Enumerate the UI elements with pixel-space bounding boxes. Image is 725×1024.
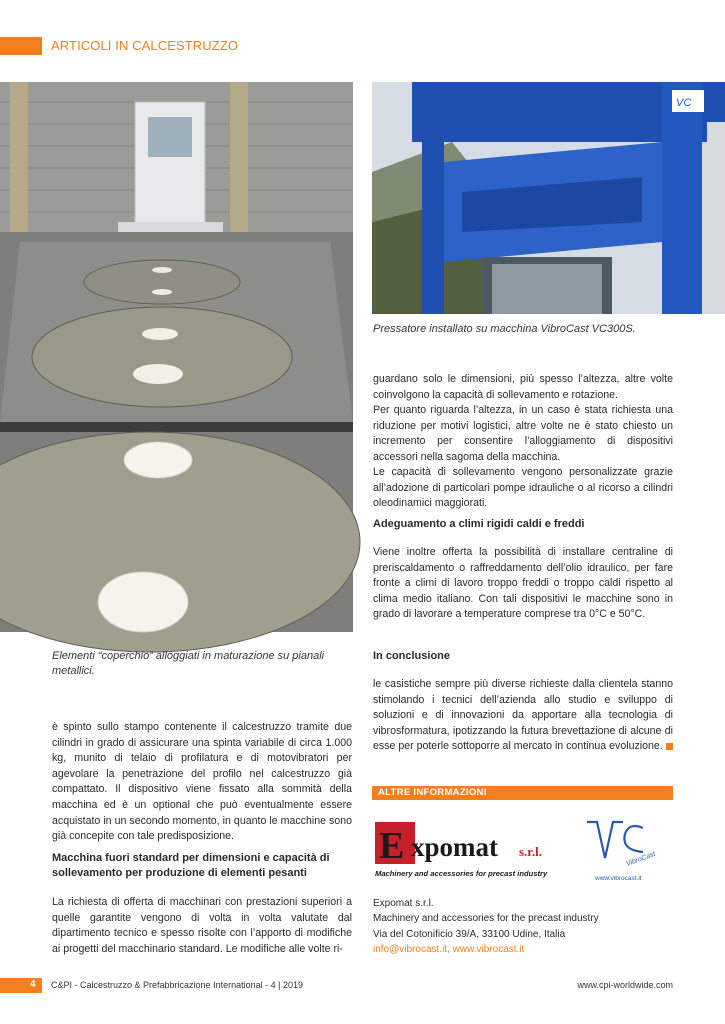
contact-block	[373, 896, 599, 958]
vibrocast-logo-brand: VibroCast	[625, 850, 657, 868]
right-paragraph-3: Le capacità di sollevamento vengono personalizzate grazie all’adozione di particolari pompe idrauliche o al ricorso a cilindri oleodinamici maggiorati.	[373, 466, 673, 510]
expomat-logo-graphic	[373, 818, 573, 884]
page-number: 4	[30, 979, 36, 990]
contact-description: Machinery and accessories for the precast industry	[373, 913, 599, 925]
right-paragraph-5: le casistiche sempre più diverse richieste dalla clientela stanno stimolando i tecnici dell’azienda allo studio e sviluppo di soluzioni e di innovazioni da apportare alla tecnologia di vibrosformatura, ipotizzando la futura brevettazione di alcune di esse per poterle sottoporre al mercato in continua evoluzione.	[373, 678, 673, 753]
footer-website[interactable]: www.cpi-worldwide.com	[577, 980, 673, 990]
footer-publication: C&PI - Calcestruzzo & Prefabbricazione International - 4 | 2019	[51, 980, 303, 990]
expomat-logo	[373, 818, 573, 884]
caption-right-photo: Pressatore installato su macchina VibroCast VC300S.	[373, 323, 636, 335]
photo-vibrocast-graphic	[372, 82, 725, 314]
section-title: ARTICOLI IN CALCESTRUZZO	[51, 38, 239, 53]
expomat-logo-tagline: Machinery and accessories for precast industry	[375, 869, 548, 878]
left-paragraph-2: La richiesta di offerta di macchinari con prestazioni superiori a quelle garantite vengono di volta in volta valutate dal dipartimento tecnico e spesso risolte con l’apporto di modifiche ai progetti del macchinario standard. Le modifiche alle volte ri-	[52, 896, 352, 955]
end-of-article-icon	[666, 743, 673, 750]
contact-links[interactable]: info@vibrocast.it, www.vibrocast.it	[373, 944, 525, 956]
header-accent-bar	[0, 37, 42, 55]
photo-concrete-lids	[0, 82, 353, 632]
contact-company: Expomat s.r.l.	[373, 898, 434, 909]
expomat-logo-word: xpomat	[411, 832, 498, 862]
vibrocast-logo-graphic	[583, 818, 657, 884]
left-paragraph-1: è spinto sullo stampo contenente il calcestruzzo tramite due cilindri in grado di assicurare una spinta variabile di circa 1.000 kg, munito di telaio di profilatura e di motovibratori per agevolare la penetrazione del profilo nel calcestruzzo già compattato. Il dispositivo viene fissato alla sommità della macchina ed è un optional che può eventualmente essere acquistato in un secondo momento, in quanto le macchine sono già concepite con tale predisposizione.	[52, 721, 352, 843]
photo-concrete-lids-graphic	[0, 82, 353, 632]
right-paragraph-2: Per quanto riguarda l’altezza, in un caso è stata richiesta una riduzione per motivi logistici, altre volte ne è stato chiesto un incremento per consentire l’alloggiamento di dispositivi accessori nella sagoma della macchina.	[373, 404, 673, 463]
expomat-logo-suffix: s.r.l.	[519, 844, 542, 859]
info-box-label: ALTRE INFORMAZIONI	[378, 787, 487, 798]
expomat-logo-initial: E	[379, 825, 405, 867]
contact-address: Via del Cotonificio 39/A, 33100 Udine, Italia	[373, 928, 566, 940]
caption-left-photo: Elementi “coperchio” alloggiati in maturazione su pianali metallici.	[52, 650, 325, 677]
right-paragraph-1: guardano solo le dimensioni, più spesso l’altezza, altre volte coinvolgono la capacità di sollevamento e rotazione.	[373, 373, 673, 401]
svg-text:VC: VC	[676, 97, 692, 109]
right-subheading-climate: Adeguamento a climi rigidi caldi e freddi	[373, 518, 585, 530]
photo-vibrocast-machine	[372, 82, 725, 314]
right-paragraph-5-wrap	[373, 677, 673, 755]
right-subheading-conclusion: In conclusione	[373, 650, 451, 662]
vibrocast-logo	[583, 818, 657, 884]
left-subheading: Macchina fuori standard per dimensioni e capacità di sollevamento per produzione di elementi pesanti	[52, 852, 330, 879]
right-paragraph-4: Viene inoltre offerta la possibilità di installare centraline di preriscaldamento o raffreddamento dell’olio idraulico, per fare fronte a climi di lavoro troppo freddi o troppo caldi rispetto al clima medio italiano. Con tali dispositivi le macchine sono in grado di lavorare a temperature comprese tra 0°C e 50°C.	[373, 546, 673, 621]
vibrocast-logo-url: www.vibrocast.it	[595, 875, 642, 882]
